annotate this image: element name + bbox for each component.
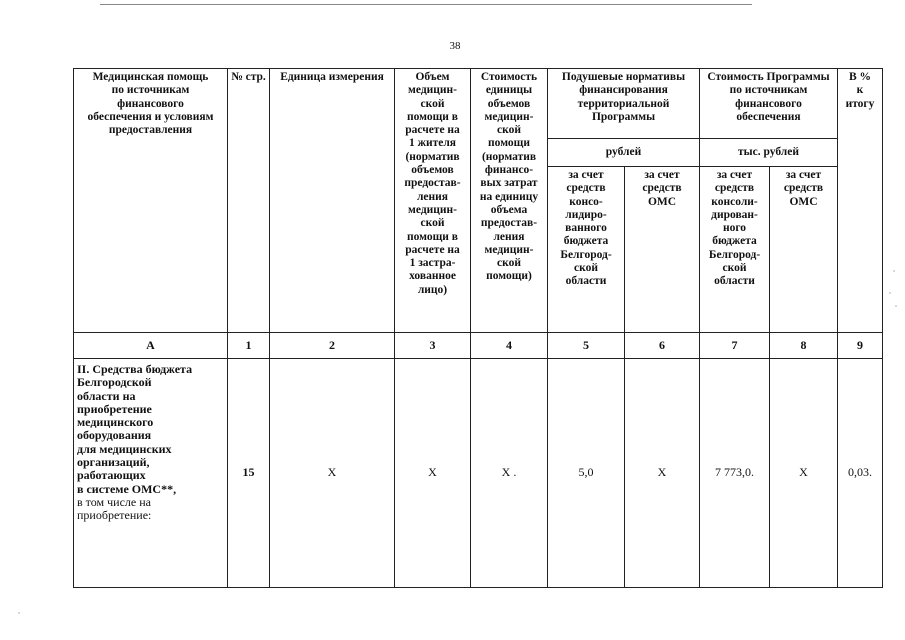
header-volume: Объем медицин- ской помощи в расчете на 1 жителя (норматив объемов предостав- ления медицин- ской помощи в расчете на 1 застра- хованное лицо) [395,69,471,333]
row-label [74,359,228,588]
column-number: 1 [228,333,270,359]
financing-table [73,68,883,588]
column-number: 9 [838,333,883,359]
scan-speck [18,612,20,614]
header-line-number: № стр. [228,69,270,333]
cell-oms-rub: X [625,359,700,588]
column-number: 6 [625,333,700,359]
column-number: 8 [770,333,838,359]
header-consolidated-budget-rub: за счет средств консо- лидиро- ванного бюджета Белгород- ской области [548,167,625,333]
header-oms-thous: за счет средств ОМС [770,167,838,333]
cell-oms-thous: X [770,359,838,588]
column-number: 5 [548,333,625,359]
scan-speck [895,305,897,307]
row-label-bold: II. Средства бюджета Белгородской области на приобретение медицинского оборудования для медицинских организаций, работающих в системе ОМС**, [77,362,193,496]
scan-speck [889,292,891,294]
page-number: 38 [449,40,461,52]
scan-speck [893,270,895,272]
header-program-cost: Стоимость Программы по источникам финансового обеспечения [700,69,838,139]
cell-line-number: 15 [228,359,270,588]
cell-volume: X [395,359,471,588]
header-consolidated-budget-thous: за счет средств консоли- дирован- ного бюджета Белгород- ской области [700,167,770,333]
cell-consolidated-budget-thous: 7 773,0. [700,359,770,588]
row-label-rest: в том числе на приобретение: [77,494,152,523]
column-number: А [74,333,228,359]
column-number: 4 [471,333,548,359]
column-number: 7 [700,333,770,359]
header-unit-cost: Стоимость единицы объемов медицин- ской помощи (норматив финансо- вых затрат на единицу объема предостав- ления медицин- ской помощи) [471,69,548,333]
header-percent-total: В % к итогу [838,69,883,333]
header-medical-care: Медицинская помощь по источникам финансового обеспечения и условиям предоставления [74,69,228,333]
header-unit-thousand-rubles: тыс. рублей [700,139,838,167]
header-oms-rub: за счет средств ОМС [625,167,700,333]
cell-unit-cost: X . [471,359,548,588]
cell-unit: X [270,359,395,588]
header-row-1 [74,69,883,139]
scan-top-edge [100,4,752,5]
column-number: 3 [395,333,471,359]
column-numbering-row [74,333,883,359]
cell-percent-total: 0,03. [838,359,883,588]
header-unit: Единица измерения [270,69,395,333]
column-number: 2 [270,333,395,359]
table-row [74,359,883,588]
header-unit-rubles: рублей [548,139,700,167]
header-per-capita-norms: Подушевые нормативы финансирования территориальной Программы [548,69,700,139]
cell-consolidated-budget-rub: 5,0 [548,359,625,588]
